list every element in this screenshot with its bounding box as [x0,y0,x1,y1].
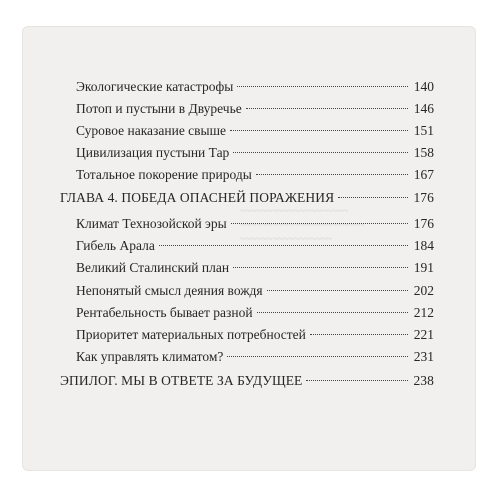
toc-entry-page: 151 [413,123,434,138]
toc-leader-dots [230,130,408,131]
toc-chapter-heading [60,187,434,209]
toc-leader-dots [338,197,408,198]
toc-entry-page: 221 [413,327,434,342]
toc-leader-dots [237,86,408,87]
toc-entry-title: Как управлять климатом? [76,349,224,364]
toc-leader-dots [306,380,408,381]
toc-entry-page: 158 [413,145,434,160]
toc-chapter-title: ЭПИЛОГ. МЫ В ОТВЕТЕ ЗА БУДУЩЕЕ [60,373,303,388]
toc-leader-dots [233,267,408,268]
toc-entry-page: 167 [413,167,434,182]
toc-entry-page: 176 [413,216,434,231]
toc-entry-title: Рентабельность бывает разной [76,305,253,320]
toc-entry-title: Климат Технозойской эры [76,216,227,231]
toc-entry-page: 140 [413,79,434,94]
toc-entry [76,213,434,235]
show-through-text: ~~~~~~~~~~~~~~~~~~~~ ~~~~~~~~~~~~~~~~~~~~~~~ ~~~~~~~~~~~~~~~~~ [240,206,365,245]
toc-chapter-heading [60,370,434,392]
toc-entry-title: Приоритет материальных потребностей [76,327,306,342]
toc-leader-dots [159,245,408,246]
toc-entry [76,76,434,98]
toc-entry-title: Гибель Арала [76,238,155,253]
toc-entry [76,142,434,164]
toc-entry-page: 191 [413,260,434,275]
toc-entry-title: Потоп и пустыни в Двуречье [76,101,242,116]
toc-entry [76,280,434,302]
toc-entry [76,302,434,324]
toc-entry [76,346,434,368]
toc-entry-title: Суровое наказание свыше [76,123,227,138]
toc-entry-title: Непонятый смысл деяния вождя [76,283,263,298]
toc-leader-dots [246,108,408,109]
toc-entry-title: Великий Сталинский план [76,260,230,275]
toc-leader-dots [227,356,408,357]
toc-entry [76,120,434,142]
toc-entry-page: 146 [413,101,434,116]
toc-leader-dots [257,312,408,313]
toc-entry-page: 184 [413,238,434,253]
toc-entry [76,257,434,279]
toc-entry-title: Тотальное покорение природы [76,167,252,182]
toc-entry [76,98,434,120]
toc-entry-page: 202 [413,283,434,298]
toc-leader-dots [256,174,408,175]
toc-chapter-page: 238 [413,373,434,388]
toc-chapter-page: 176 [413,190,434,205]
toc-entry-page: 212 [413,305,434,320]
toc-leader-dots [267,290,408,291]
toc-entry [76,235,434,257]
toc-entry [76,164,434,186]
toc-entry-title: Цивилизация пустыни Тар [76,145,230,160]
toc-leader-dots [233,152,408,153]
toc-entry [76,324,434,346]
toc-leader-dots [231,223,408,224]
toc-chapter-title: ГЛАВА 4. ПОБЕДА ОПАСНЕЙ ПОРАЖЕНИЯ [60,190,335,205]
toc-leader-dots [310,334,408,335]
toc-entry-page: 231 [413,349,434,364]
toc-entry-title: Экологические катастрофы [76,79,234,94]
